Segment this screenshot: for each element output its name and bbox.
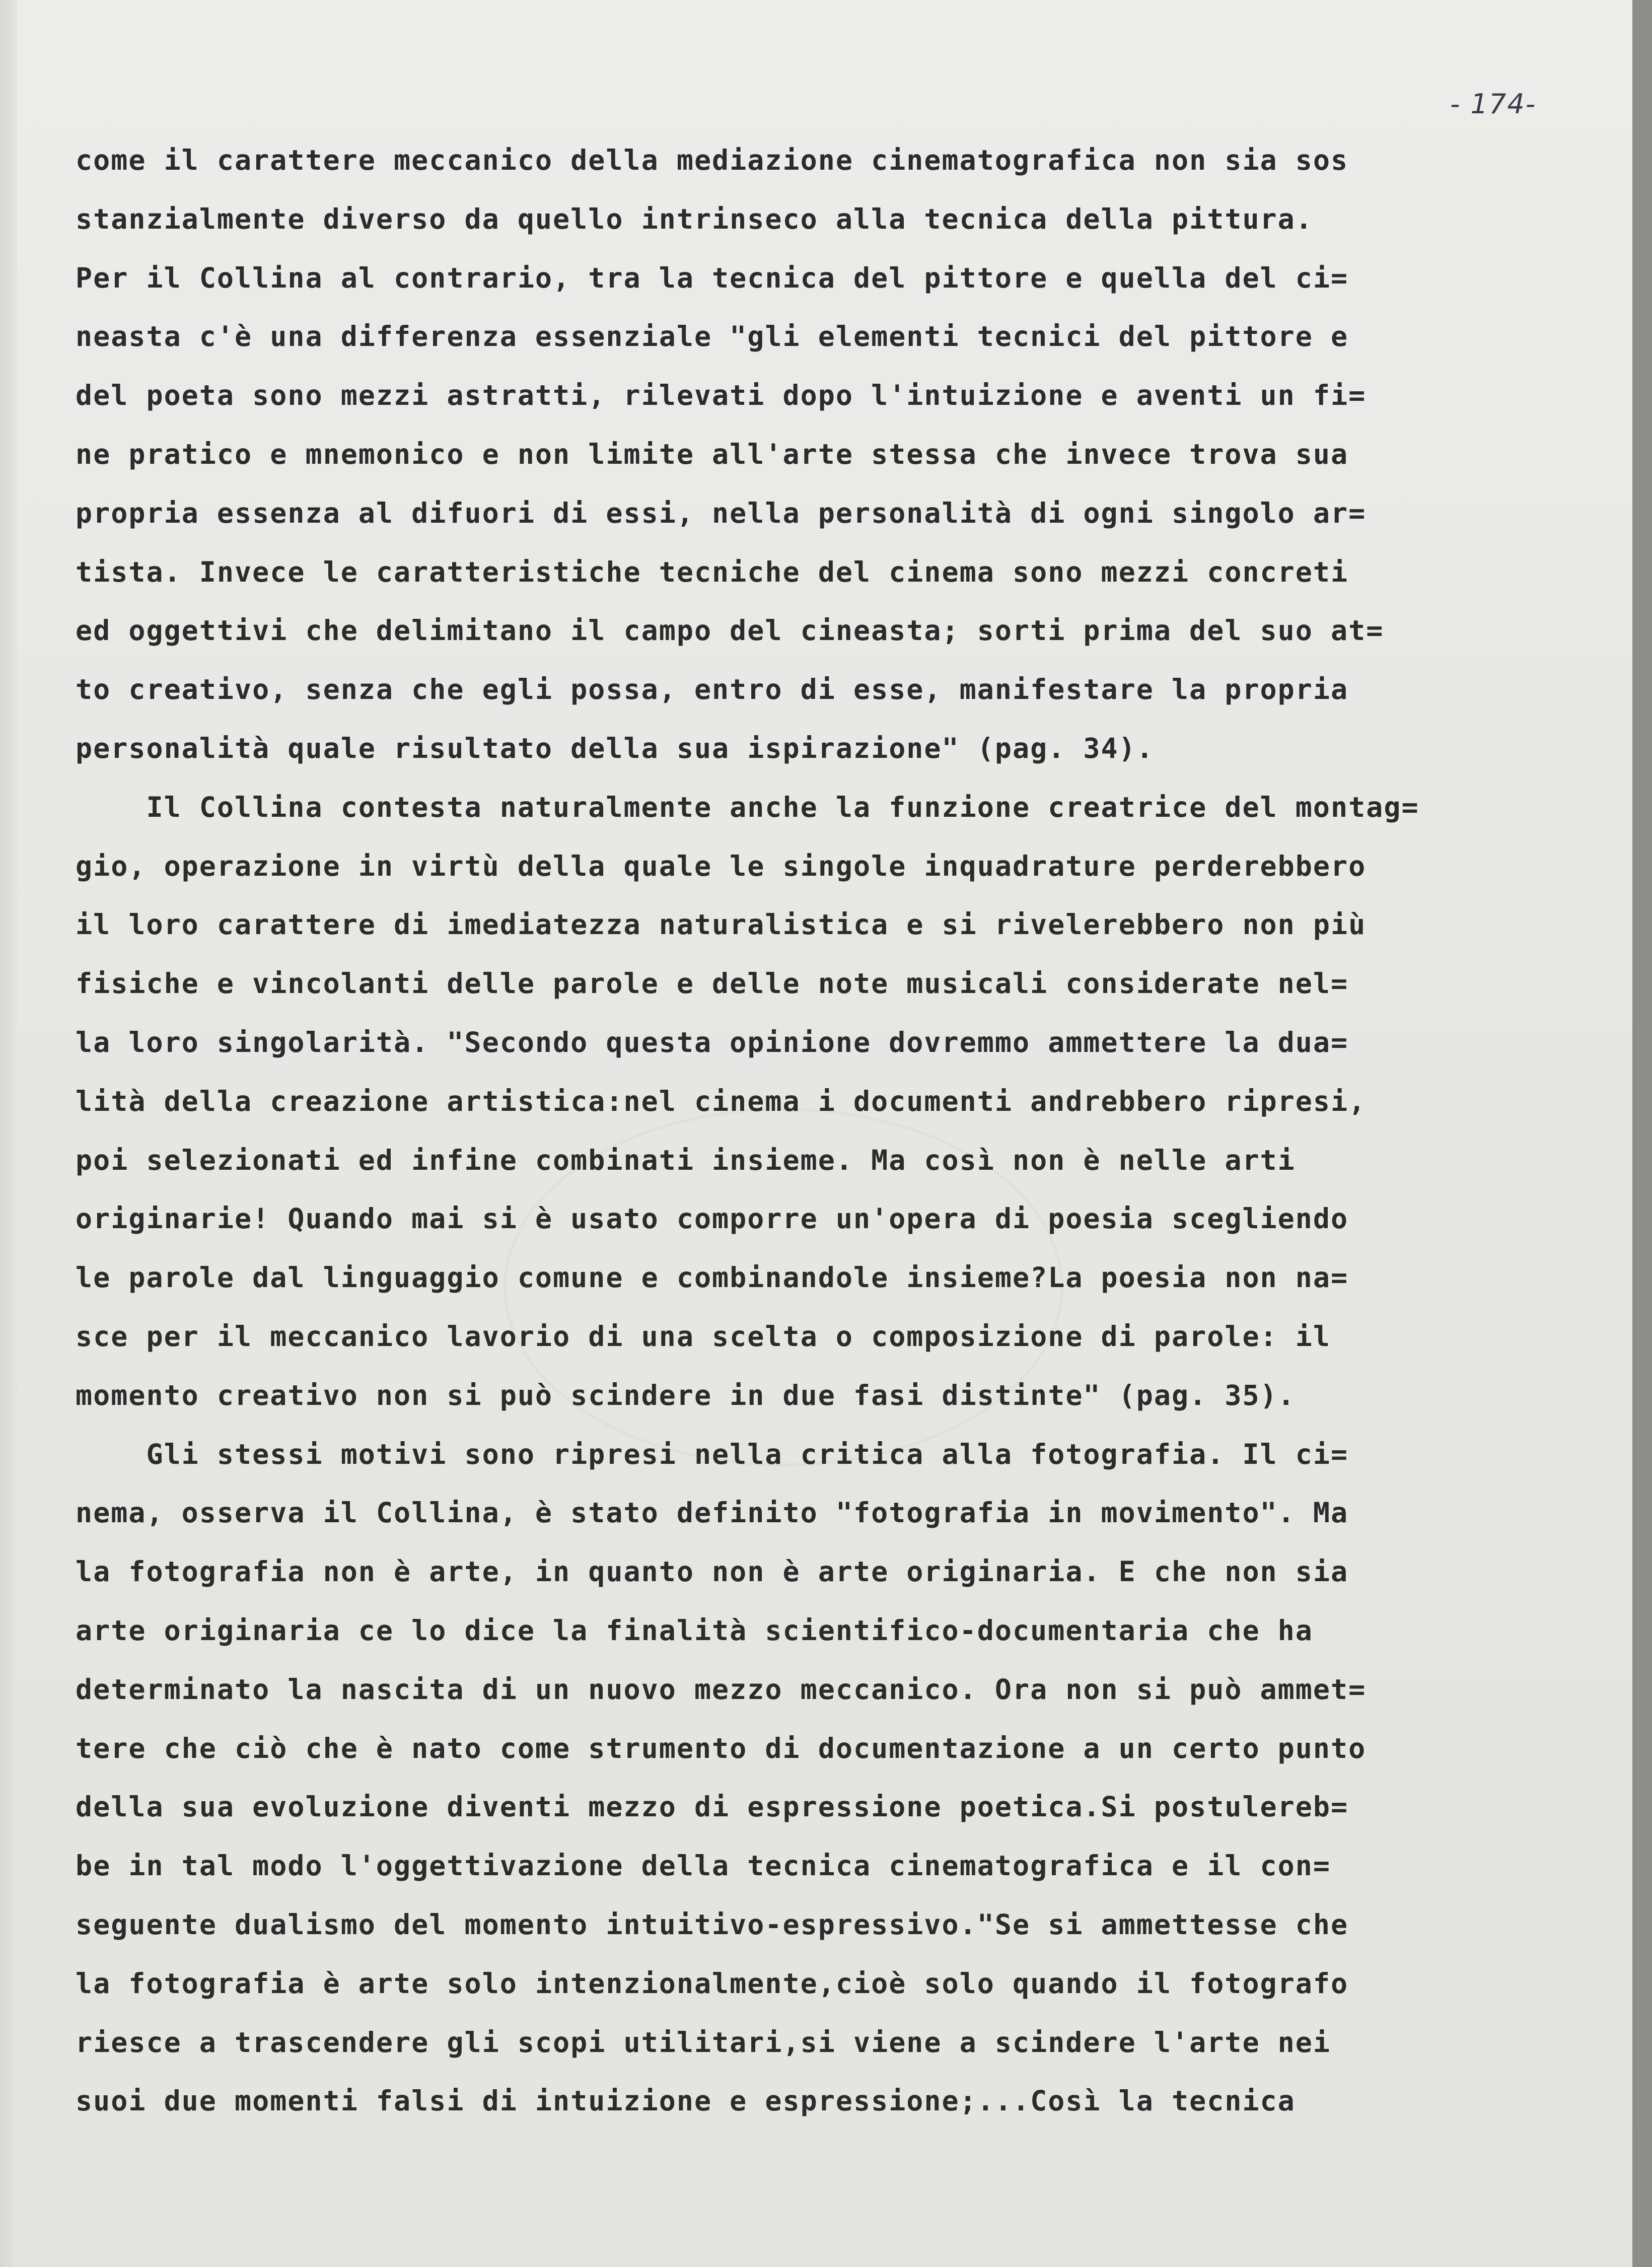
text-line: la loro singolarità. "Secondo questa opinione dovremmo ammettere la dua= <box>76 1026 1349 1058</box>
text-line: originarie! Quando mai si è usato comporre un'opera di poesia scegliendo <box>76 1202 1349 1235</box>
text-line: personalità quale risultato della sua ispirazione" (pag. 34). <box>76 732 1154 764</box>
text-line: poi selezionati ed infine combinati insieme. Ma così non è nelle arti <box>76 1144 1296 1176</box>
scan-border-strip <box>1632 0 1652 2267</box>
text-line: le parole dal linguaggio comune e combinandole insieme?La poesia non na= <box>76 1261 1349 1294</box>
text-line: come il carattere meccanico della mediazione cinematografica non sia sos <box>76 144 1349 176</box>
text-line: arte originaria ce lo dice la finalità scientifico-documentaria che ha <box>76 1614 1313 1647</box>
text-line: il loro carattere di imediatezza naturalistica e si rivelerebbero non più <box>76 908 1367 941</box>
text-line: ed oggettivi che delimitano il campo del cineasta; sorti prima del suo at= <box>76 614 1384 647</box>
text-line: be in tal modo l'oggettivazione della tecnica cinematografica e il con= <box>76 1850 1331 1882</box>
text-line: determinato la nascita di un nuovo mezzo meccanico. Ora non si può ammet= <box>76 1673 1367 1706</box>
text-line: la fotografia è arte solo intenzionalmente,cioè solo quando il fotografo <box>76 1967 1349 2000</box>
text-line: to creativo, senza che egli possa, entro di esse, manifestare la propria <box>76 673 1349 706</box>
text-line: stanzialmente diverso da quello intrinseco alla tecnica della pittura. <box>76 202 1313 235</box>
text-line: ne pratico e mnemonico e non limite all'arte stessa che invece trova sua <box>76 438 1349 470</box>
text-line: del poeta sono mezzi astratti, rilevati dopo l'intuizione e aventi un fi= <box>76 379 1367 412</box>
text-line: seguente dualismo del momento intuitivo-espressivo."Se si ammettesse che <box>76 1908 1349 1941</box>
text-line: tere che ciò che è nato come strumento di documentazione a un certo punto <box>76 1732 1367 1764</box>
text-line: suoi due momenti falsi di intuizione e espressione;...Così la tecnica <box>76 2085 1296 2117</box>
text-line: momento creativo non si può scindere in due fasi distinte" (pag. 35). <box>76 1379 1296 1411</box>
text-line: neasta c'è una differenza essenziale "gli elementi tecnici del pittore e <box>76 320 1349 353</box>
text-line: della sua evoluzione diventi mezzo di espressione poetica.Si postulereb= <box>76 1791 1349 1823</box>
text-line: Per il Collina al contrario, tra la tecnica del pittore e quella del ci= <box>76 261 1349 294</box>
text-line: lità della creazione artistica:nel cinema i documenti andrebbero ripresi, <box>76 1085 1367 1117</box>
text-line: fisiche e vincolanti delle parole e delle note musicali considerate nel= <box>76 967 1349 1000</box>
text-line: tista. Invece le caratteristiche tecniche del cinema sono mezzi concreti <box>76 555 1349 588</box>
text-line: Gli stessi motivi sono ripresi nella critica alla fotografia. Il ci= <box>76 1438 1349 1470</box>
text-line: Il Collina contesta naturalmente anche la funzione creatrice del montag= <box>76 791 1419 823</box>
body-text <box>76 131 1551 2131</box>
text-line: la fotografia non è arte, in quanto non è arte originaria. E che non sia <box>76 1555 1349 1588</box>
text-line: riesce a trascendere gli scopi utilitari,si viene a scindere l'arte nei <box>76 2026 1331 2059</box>
page-number: - 174- <box>1450 88 1537 120</box>
paper-left-edge <box>0 0 17 2267</box>
text-line: sce per il meccanico lavorio di una scelta o composizione di parole: il <box>76 1320 1331 1353</box>
text-line: gio, operazione in virtù della quale le singole inquadrature perderebbero <box>76 849 1367 882</box>
text-line: propria essenza al difuori di essi, nella personalità di ogni singolo ar= <box>76 497 1367 529</box>
text-line: nema, osserva il Collina, è stato definito "fotografia in movimento". Ma <box>76 1497 1349 1529</box>
